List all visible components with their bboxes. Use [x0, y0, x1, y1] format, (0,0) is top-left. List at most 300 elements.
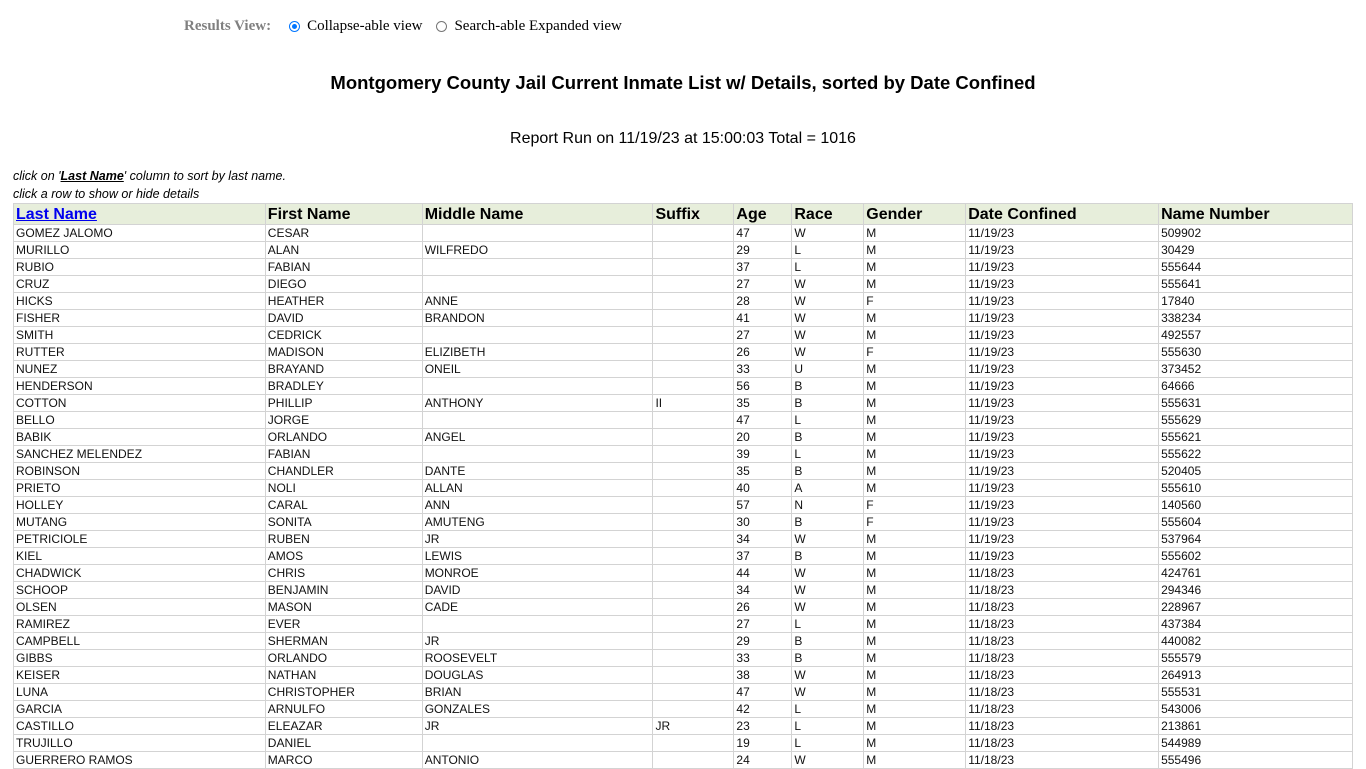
cell-last-name: RAMIREZ — [14, 616, 266, 633]
cell-race: W — [792, 531, 864, 548]
results-view-label: Results View: — [184, 17, 272, 34]
cell-date-confined: 11/19/23 — [966, 514, 1159, 531]
cell-suffix — [653, 327, 734, 344]
cell-race: B — [792, 378, 864, 395]
cell-age: 29 — [734, 633, 792, 650]
cell-middle-name: BRANDON — [422, 310, 653, 327]
cell-middle-name: DAVID — [422, 582, 653, 599]
cell-name-number: 537964 — [1159, 531, 1353, 548]
cell-middle-name — [422, 276, 653, 293]
cell-age: 27 — [734, 276, 792, 293]
cell-suffix — [653, 412, 734, 429]
cell-last-name: PETRICIOLE — [14, 531, 266, 548]
table-row[interactable] — [14, 752, 1353, 769]
cell-gender: M — [864, 684, 966, 701]
cell-suffix — [653, 310, 734, 327]
inmate-table-body — [14, 225, 1353, 769]
cell-gender: M — [864, 361, 966, 378]
cell-suffix — [653, 531, 734, 548]
cell-race: L — [792, 242, 864, 259]
cell-race: L — [792, 259, 864, 276]
cell-last-name: SMITH — [14, 327, 266, 344]
cell-race: W — [792, 565, 864, 582]
table-row[interactable] — [14, 378, 1353, 395]
cell-first-name: RUBEN — [265, 531, 422, 548]
cell-suffix — [653, 565, 734, 582]
expanded-view-label[interactable]: Search-able Expanded view — [454, 17, 622, 34]
cell-suffix — [653, 667, 734, 684]
cell-date-confined: 11/19/23 — [966, 310, 1159, 327]
cell-first-name: FABIAN — [265, 259, 422, 276]
cell-race: B — [792, 429, 864, 446]
cell-suffix: II — [653, 395, 734, 412]
cell-last-name: HENDERSON — [14, 378, 266, 395]
table-row[interactable] — [14, 310, 1353, 327]
cell-age: 47 — [734, 684, 792, 701]
cell-date-confined: 11/19/23 — [966, 412, 1159, 429]
cell-suffix — [653, 752, 734, 769]
cell-last-name: GIBBS — [14, 650, 266, 667]
cell-age: 57 — [734, 497, 792, 514]
cell-gender: M — [864, 752, 966, 769]
cell-gender: M — [864, 259, 966, 276]
cell-name-number: 294346 — [1159, 582, 1353, 599]
table-row[interactable] — [14, 276, 1353, 293]
cell-name-number: 555630 — [1159, 344, 1353, 361]
cell-name-number: 264913 — [1159, 667, 1353, 684]
cell-race: W — [792, 684, 864, 701]
cell-last-name: SCHOOP — [14, 582, 266, 599]
cell-date-confined: 11/19/23 — [966, 259, 1159, 276]
cell-name-number: 373452 — [1159, 361, 1353, 378]
cell-suffix — [653, 684, 734, 701]
table-row[interactable] — [14, 531, 1353, 548]
inmate-table — [13, 203, 1353, 769]
cell-race: B — [792, 463, 864, 480]
cell-age: 34 — [734, 531, 792, 548]
cell-date-confined: 11/19/23 — [966, 395, 1159, 412]
cell-name-number: 437384 — [1159, 616, 1353, 633]
cell-gender: M — [864, 616, 966, 633]
cell-gender: F — [864, 344, 966, 361]
cell-gender: M — [864, 412, 966, 429]
cell-first-name: MARCO — [265, 752, 422, 769]
cell-name-number: 555579 — [1159, 650, 1353, 667]
cell-middle-name: LEWIS — [422, 548, 653, 565]
cell-last-name: COTTON — [14, 395, 266, 412]
cell-middle-name: ANGEL — [422, 429, 653, 446]
cell-name-number: 64666 — [1159, 378, 1353, 395]
cell-name-number: 555641 — [1159, 276, 1353, 293]
cell-age: 38 — [734, 667, 792, 684]
cell-middle-name: ANNE — [422, 293, 653, 310]
cell-last-name: TRUJILLO — [14, 735, 266, 752]
cell-date-confined: 11/18/23 — [966, 565, 1159, 582]
cell-date-confined: 11/19/23 — [966, 276, 1159, 293]
cell-suffix — [653, 497, 734, 514]
cell-suffix — [653, 259, 734, 276]
cell-race: B — [792, 395, 864, 412]
cell-first-name: DAVID — [265, 310, 422, 327]
cell-middle-name: ANTHONY — [422, 395, 653, 412]
table-row[interactable] — [14, 565, 1353, 582]
cell-date-confined: 11/19/23 — [966, 480, 1159, 497]
table-header-row — [14, 204, 1353, 225]
cell-middle-name — [422, 446, 653, 463]
cell-race: L — [792, 701, 864, 718]
cell-first-name: DANIEL — [265, 735, 422, 752]
cell-name-number: 509902 — [1159, 225, 1353, 242]
cell-gender: M — [864, 582, 966, 599]
results-view-selector — [184, 15, 636, 37]
cell-last-name: ROBINSON — [14, 463, 266, 480]
cell-date-confined: 11/19/23 — [966, 344, 1159, 361]
cell-date-confined: 11/19/23 — [966, 327, 1159, 344]
table-row[interactable] — [14, 327, 1353, 344]
table-row[interactable] — [14, 667, 1353, 684]
cell-race: W — [792, 276, 864, 293]
cell-age: 34 — [734, 582, 792, 599]
table-row[interactable] — [14, 480, 1353, 497]
cell-age: 33 — [734, 650, 792, 667]
cell-date-confined: 11/18/23 — [966, 599, 1159, 616]
collapse-view-radio[interactable] — [289, 21, 300, 32]
cell-age: 27 — [734, 616, 792, 633]
table-row[interactable] — [14, 446, 1353, 463]
cell-date-confined: 11/18/23 — [966, 701, 1159, 718]
cell-last-name: MUTANG — [14, 514, 266, 531]
cell-middle-name — [422, 327, 653, 344]
cell-race: W — [792, 752, 864, 769]
cell-name-number: 555644 — [1159, 259, 1353, 276]
cell-first-name: EVER — [265, 616, 422, 633]
cell-suffix — [653, 378, 734, 395]
cell-race: L — [792, 616, 864, 633]
cell-last-name: RUBIO — [14, 259, 266, 276]
table-row[interactable] — [14, 242, 1353, 259]
cell-race: B — [792, 633, 864, 650]
cell-gender: M — [864, 446, 966, 463]
cell-name-number: 338234 — [1159, 310, 1353, 327]
cell-first-name: AMOS — [265, 548, 422, 565]
cell-middle-name — [422, 378, 653, 395]
cell-race: W — [792, 582, 864, 599]
cell-last-name: NUNEZ — [14, 361, 266, 378]
cell-last-name: HICKS — [14, 293, 266, 310]
table-row[interactable] — [14, 718, 1353, 735]
cell-middle-name: JR — [422, 718, 653, 735]
table-row[interactable] — [14, 582, 1353, 599]
cell-first-name: JORGE — [265, 412, 422, 429]
cell-middle-name: DOUGLAS — [422, 667, 653, 684]
cell-last-name: GOMEZ JALOMO — [14, 225, 266, 242]
cell-date-confined: 11/19/23 — [966, 463, 1159, 480]
cell-last-name: LUNA — [14, 684, 266, 701]
cell-name-number: 555602 — [1159, 548, 1353, 565]
cell-name-number: 544989 — [1159, 735, 1353, 752]
cell-last-name: CRUZ — [14, 276, 266, 293]
column-header-gender: Gender — [864, 204, 966, 225]
cell-name-number: 520405 — [1159, 463, 1353, 480]
cell-gender: M — [864, 633, 966, 650]
cell-age: 28 — [734, 293, 792, 310]
cell-suffix — [653, 650, 734, 667]
cell-suffix — [653, 701, 734, 718]
cell-name-number: 492557 — [1159, 327, 1353, 344]
expanded-view-option[interactable] — [436, 18, 621, 35]
cell-middle-name: DANTE — [422, 463, 653, 480]
cell-date-confined: 11/19/23 — [966, 497, 1159, 514]
table-row[interactable] — [14, 514, 1353, 531]
sort-hint-link[interactable]: Last Name — [60, 169, 124, 183]
cell-name-number: 555610 — [1159, 480, 1353, 497]
cell-first-name: CHRIS — [265, 565, 422, 582]
cell-gender: M — [864, 565, 966, 582]
table-row[interactable] — [14, 650, 1353, 667]
cell-age: 30 — [734, 514, 792, 531]
cell-suffix — [653, 480, 734, 497]
cell-middle-name: ONEIL — [422, 361, 653, 378]
cell-race: L — [792, 446, 864, 463]
cell-last-name: FISHER — [14, 310, 266, 327]
cell-suffix — [653, 242, 734, 259]
table-row[interactable] — [14, 429, 1353, 446]
sort-hint-suffix: ' column to sort by last name. — [123, 169, 286, 183]
cell-gender: M — [864, 276, 966, 293]
cell-first-name: SONITA — [265, 514, 422, 531]
cell-date-confined: 11/19/23 — [966, 242, 1159, 259]
table-row[interactable] — [14, 599, 1353, 616]
cell-gender: M — [864, 718, 966, 735]
cell-age: 41 — [734, 310, 792, 327]
cell-gender: M — [864, 225, 966, 242]
cell-gender: F — [864, 514, 966, 531]
cell-age: 20 — [734, 429, 792, 446]
cell-date-confined: 11/18/23 — [966, 735, 1159, 752]
cell-name-number: 17840 — [1159, 293, 1353, 310]
table-row[interactable] — [14, 616, 1353, 633]
cell-first-name: CARAL — [265, 497, 422, 514]
collapse-view-option[interactable] — [289, 18, 422, 35]
cell-first-name: HEATHER — [265, 293, 422, 310]
cell-last-name: GARCIA — [14, 701, 266, 718]
cell-age: 24 — [734, 752, 792, 769]
cell-race: W — [792, 344, 864, 361]
cell-last-name: CAMPBELL — [14, 633, 266, 650]
cell-age: 47 — [734, 412, 792, 429]
cell-last-name: KEISER — [14, 667, 266, 684]
cell-age: 29 — [734, 242, 792, 259]
sort-hint — [13, 169, 286, 183]
cell-first-name: ALAN — [265, 242, 422, 259]
cell-name-number: 213861 — [1159, 718, 1353, 735]
column-header-suffix: Suffix — [653, 204, 734, 225]
table-row[interactable] — [14, 701, 1353, 718]
sort-last-name-link[interactable]: Last Name — [16, 205, 97, 223]
cell-suffix — [653, 616, 734, 633]
table-row[interactable] — [14, 344, 1353, 361]
cell-suffix — [653, 429, 734, 446]
table-row[interactable] — [14, 735, 1353, 752]
cell-gender: M — [864, 310, 966, 327]
cell-age: 42 — [734, 701, 792, 718]
cell-age: 44 — [734, 565, 792, 582]
cell-suffix — [653, 548, 734, 565]
cell-race: W — [792, 310, 864, 327]
cell-race: W — [792, 293, 864, 310]
cell-age: 39 — [734, 446, 792, 463]
cell-race: L — [792, 735, 864, 752]
cell-middle-name: JR — [422, 633, 653, 650]
collapse-view-label[interactable]: Collapse-able view — [307, 17, 423, 34]
cell-middle-name — [422, 412, 653, 429]
cell-name-number: 555496 — [1159, 752, 1353, 769]
cell-first-name: DIEGO — [265, 276, 422, 293]
table-row[interactable] — [14, 293, 1353, 310]
cell-date-confined: 11/19/23 — [966, 378, 1159, 395]
table-row[interactable] — [14, 259, 1353, 276]
table-row[interactable] — [14, 633, 1353, 650]
cell-middle-name: AMUTENG — [422, 514, 653, 531]
cell-middle-name — [422, 225, 653, 242]
column-header-last-name[interactable] — [14, 204, 266, 225]
cell-gender: M — [864, 701, 966, 718]
cell-date-confined: 11/19/23 — [966, 429, 1159, 446]
cell-gender: M — [864, 242, 966, 259]
cell-race: A — [792, 480, 864, 497]
cell-first-name: CESAR — [265, 225, 422, 242]
cell-first-name: BENJAMIN — [265, 582, 422, 599]
cell-last-name: CHADWICK — [14, 565, 266, 582]
cell-race: U — [792, 361, 864, 378]
cell-gender: M — [864, 429, 966, 446]
table-row[interactable] — [14, 361, 1353, 378]
cell-suffix: JR — [653, 718, 734, 735]
cell-age: 26 — [734, 599, 792, 616]
cell-age: 19 — [734, 735, 792, 752]
table-row[interactable] — [14, 684, 1353, 701]
cell-last-name: BELLO — [14, 412, 266, 429]
cell-first-name: NOLI — [265, 480, 422, 497]
cell-race: B — [792, 650, 864, 667]
cell-date-confined: 11/18/23 — [966, 718, 1159, 735]
cell-gender: F — [864, 497, 966, 514]
cell-name-number: 543006 — [1159, 701, 1353, 718]
cell-first-name: CHANDLER — [265, 463, 422, 480]
cell-first-name: MASON — [265, 599, 422, 616]
table-row[interactable] — [14, 497, 1353, 514]
cell-date-confined: 11/18/23 — [966, 752, 1159, 769]
cell-name-number: 555604 — [1159, 514, 1353, 531]
cell-race: W — [792, 327, 864, 344]
cell-age: 37 — [734, 259, 792, 276]
cell-suffix — [653, 225, 734, 242]
cell-middle-name: ELIZIBETH — [422, 344, 653, 361]
cell-race: W — [792, 225, 864, 242]
table-row[interactable] — [14, 463, 1353, 480]
cell-first-name: ELEAZAR — [265, 718, 422, 735]
cell-first-name: ARNULFO — [265, 701, 422, 718]
cell-date-confined: 11/19/23 — [966, 361, 1159, 378]
cell-middle-name: ROOSEVELT — [422, 650, 653, 667]
column-header-race: Race — [792, 204, 864, 225]
report-run-info: Report Run on 11/19/23 at 15:00:03 Total = 1016 — [510, 130, 856, 147]
cell-date-confined: 11/18/23 — [966, 616, 1159, 633]
cell-age: 40 — [734, 480, 792, 497]
cell-race: L — [792, 718, 864, 735]
cell-first-name: CHRISTOPHER — [265, 684, 422, 701]
cell-name-number: 440082 — [1159, 633, 1353, 650]
cell-race: N — [792, 497, 864, 514]
table-row[interactable] — [14, 412, 1353, 429]
cell-age: 33 — [734, 361, 792, 378]
cell-first-name: PHILLIP — [265, 395, 422, 412]
cell-gender: M — [864, 378, 966, 395]
cell-suffix — [653, 276, 734, 293]
cell-first-name: NATHAN — [265, 667, 422, 684]
cell-gender: F — [864, 293, 966, 310]
cell-suffix — [653, 361, 734, 378]
table-row[interactable] — [14, 395, 1353, 412]
cell-middle-name: ANTONIO — [422, 752, 653, 769]
expanded-view-radio[interactable] — [436, 21, 447, 32]
cell-first-name: CEDRICK — [265, 327, 422, 344]
cell-suffix — [653, 633, 734, 650]
cell-name-number: 555531 — [1159, 684, 1353, 701]
cell-gender: M — [864, 395, 966, 412]
cell-race: W — [792, 599, 864, 616]
cell-age: 35 — [734, 463, 792, 480]
cell-age: 47 — [734, 225, 792, 242]
cell-gender: M — [864, 327, 966, 344]
cell-name-number: 555629 — [1159, 412, 1353, 429]
cell-middle-name: MONROE — [422, 565, 653, 582]
column-header-name-number: Name Number — [1159, 204, 1353, 225]
cell-suffix — [653, 293, 734, 310]
cell-middle-name: CADE — [422, 599, 653, 616]
cell-race: B — [792, 514, 864, 531]
table-row[interactable] — [14, 548, 1353, 565]
cell-middle-name: JR — [422, 531, 653, 548]
cell-gender: M — [864, 531, 966, 548]
cell-first-name: SHERMAN — [265, 633, 422, 650]
cell-last-name: OLSEN — [14, 599, 266, 616]
toggle-hint: click a row to show or hide details — [13, 187, 200, 201]
cell-first-name: ORLANDO — [265, 429, 422, 446]
cell-age: 26 — [734, 344, 792, 361]
cell-gender: M — [864, 735, 966, 752]
cell-gender: M — [864, 667, 966, 684]
cell-first-name: MADISON — [265, 344, 422, 361]
cell-last-name: CASTILLO — [14, 718, 266, 735]
cell-last-name: GUERRERO RAMOS — [14, 752, 266, 769]
cell-name-number: 30429 — [1159, 242, 1353, 259]
cell-last-name: SANCHEZ MELENDEZ — [14, 446, 266, 463]
cell-suffix — [653, 514, 734, 531]
cell-race: L — [792, 412, 864, 429]
column-header-date-confined: Date Confined — [966, 204, 1159, 225]
cell-first-name: BRADLEY — [265, 378, 422, 395]
cell-name-number: 140560 — [1159, 497, 1353, 514]
cell-age: 27 — [734, 327, 792, 344]
cell-suffix — [653, 463, 734, 480]
cell-age: 23 — [734, 718, 792, 735]
cell-middle-name: BRIAN — [422, 684, 653, 701]
table-row[interactable] — [14, 225, 1353, 242]
cell-middle-name: ANN — [422, 497, 653, 514]
cell-gender: M — [864, 650, 966, 667]
cell-date-confined: 11/18/23 — [966, 633, 1159, 650]
